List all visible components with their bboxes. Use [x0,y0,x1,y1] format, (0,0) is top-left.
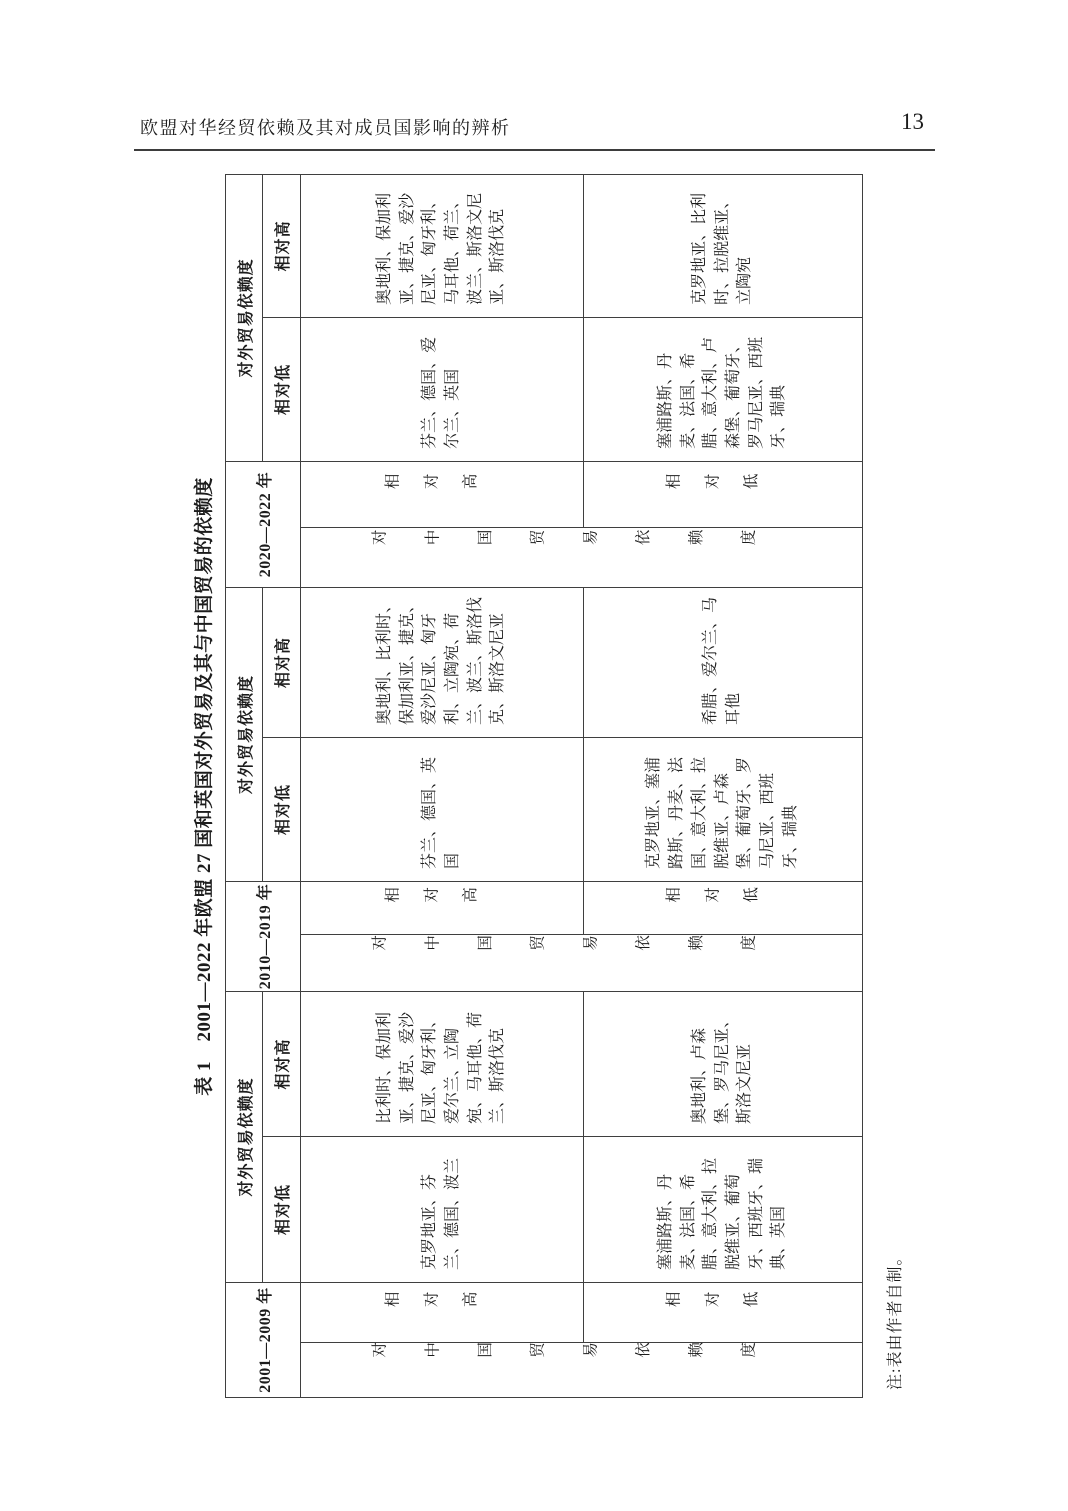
period-label-2010-2019: 2010—2019 年 [226,881,301,991]
col-header-low-b1: 相对低 [263,1136,301,1282]
page-number: 13 [901,109,924,134]
running-header: 欧盟对华经贸依赖及其对成员国影响的辨析 [140,118,511,138]
countries-2020-2022-china-high-trade-high: 奥地利、保加利亚、捷克、爱沙尼亚、匈牙利、马耳他、荷兰、波兰、斯洛文尼亚、斯洛伐克 [301,174,584,317]
row-label-low-b3: 相对低 [584,461,863,527]
countries-2010-2019-china-low-trade-high: 希腊、爱尔兰、马耳他 [584,587,863,737]
period-label-2001-2009: 2001—2009 年 [226,1282,301,1397]
trade-dependence-header-b3: 对外贸易依赖度 [226,174,263,461]
china-high-row [301,174,584,1397]
table-note: 注:表由作者自制。 [887,1248,904,1390]
countries-2010-2019-china-high-trade-high: 奥地利、比利时、保加利亚、捷克、爱沙尼亚、匈牙利、立陶宛、荷兰、波兰、斯洛伐克、斯洛文尼亚 [301,587,584,737]
china-dependence-header-b1: 对中国贸易依赖度 [301,1343,863,1398]
row-label-high-b3: 相对高 [301,461,584,527]
countries-2010-2019-china-low-trade-low: 克罗地亚、塞浦路斯、丹麦、法国、意大利、拉脱维亚、卢森堡、葡萄牙、罗马尼亚、西班牙、瑞典 [584,737,863,881]
header-rule [134,149,935,151]
col-header-low-b3: 相对低 [263,317,301,461]
countries-2020-2022-china-high-trade-low: 芬兰、德国、爱尔兰、英国 [301,317,584,461]
countries-2001-2009-china-high-trade-low: 克罗地亚、芬兰、德国、波兰 [301,1136,584,1282]
col-header-high-b1: 相对高 [263,991,301,1136]
countries-2001-2009-china-low-trade-high: 奥地利、卢森堡、罗马尼亚、斯洛文尼亚 [584,991,863,1136]
rotated-table-zone [185,175,907,1398]
col-header-low-b2: 相对低 [263,737,301,881]
china-low-row [584,174,863,1397]
header-row-1 [226,174,263,1397]
period-label-2020-2022: 2020—2022 年 [226,461,301,587]
header-row-2 [263,174,301,1397]
dependency-table [225,174,863,1398]
row-label-high-b2: 相对高 [301,881,584,934]
landscape-canvas [185,175,922,1398]
row-label-high-b1: 相对高 [301,1282,584,1342]
countries-2010-2019-china-high-trade-low: 芬兰、德国、英国 [301,737,584,881]
col-header-high-b3: 相对高 [263,174,301,317]
china-dependence-header-b3: 对中国贸易依赖度 [301,527,863,587]
table-title: 表 1 2001—2022 年欧盟 27 国和英国对外贸易及其与中国贸易的依赖度 [194,477,215,1096]
countries-2020-2022-china-low-trade-high: 克罗地亚、比利时、拉脱维亚、立陶宛 [584,174,863,317]
trade-dependence-header-b1: 对外贸易依赖度 [226,991,263,1282]
countries-2001-2009-china-low-trade-low: 塞浦路斯、丹麦、法国、希腊、意大利、拉脱维亚、葡萄牙、西班牙、瑞典、英国 [584,1136,863,1282]
trade-dependence-header-b2: 对外贸易依赖度 [226,587,263,881]
china-dependence-header-b2: 对中国贸易依赖度 [301,934,863,991]
countries-2001-2009-china-high-trade-high: 比利时、保加利亚、捷克、爱沙尼亚、匈牙利、爱尔兰、立陶宛、马耳他、荷兰、斯洛伐克 [301,991,584,1136]
row-label-low-b1: 相对低 [584,1282,863,1342]
row-label-low-b2: 相对低 [584,881,863,934]
countries-2020-2022-china-low-trade-low: 塞浦路斯、丹麦、法国、希腊、意大利、卢森堡、葡萄牙、罗马尼亚、西班牙、瑞典 [584,317,863,461]
col-header-high-b2: 相对高 [263,587,301,737]
